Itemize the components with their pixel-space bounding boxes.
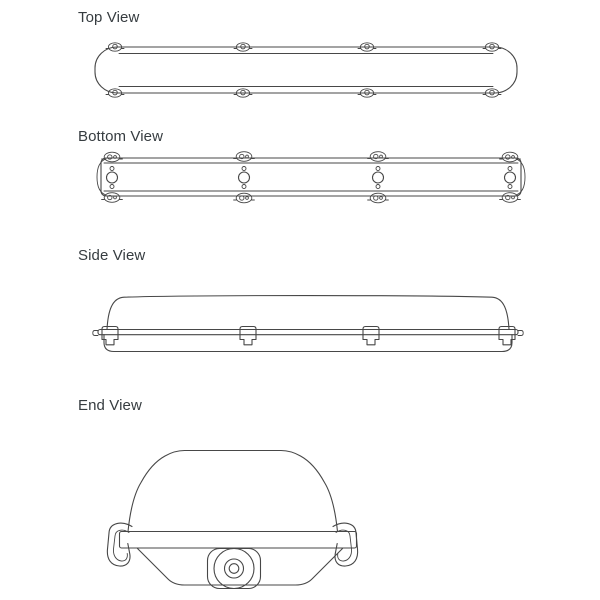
- top-view-drawing: [95, 43, 517, 97]
- side-view-drawing: [93, 296, 523, 352]
- end-view-latch-right: [333, 523, 358, 566]
- bottom-view-drawing: [97, 152, 525, 203]
- end-view-label: End View: [78, 397, 142, 414]
- bottom-view-label: Bottom View: [78, 128, 164, 145]
- bottom-view-latch-clips: [102, 152, 521, 203]
- top-view-latch-clips: [106, 43, 501, 97]
- top-view-label: Top View: [78, 9, 140, 26]
- side-view-label: Side View: [78, 247, 146, 264]
- end-view-cable-gland: [208, 549, 261, 589]
- end-view-drawing: [107, 451, 357, 589]
- bottom-view-mounting-holes: [107, 167, 516, 189]
